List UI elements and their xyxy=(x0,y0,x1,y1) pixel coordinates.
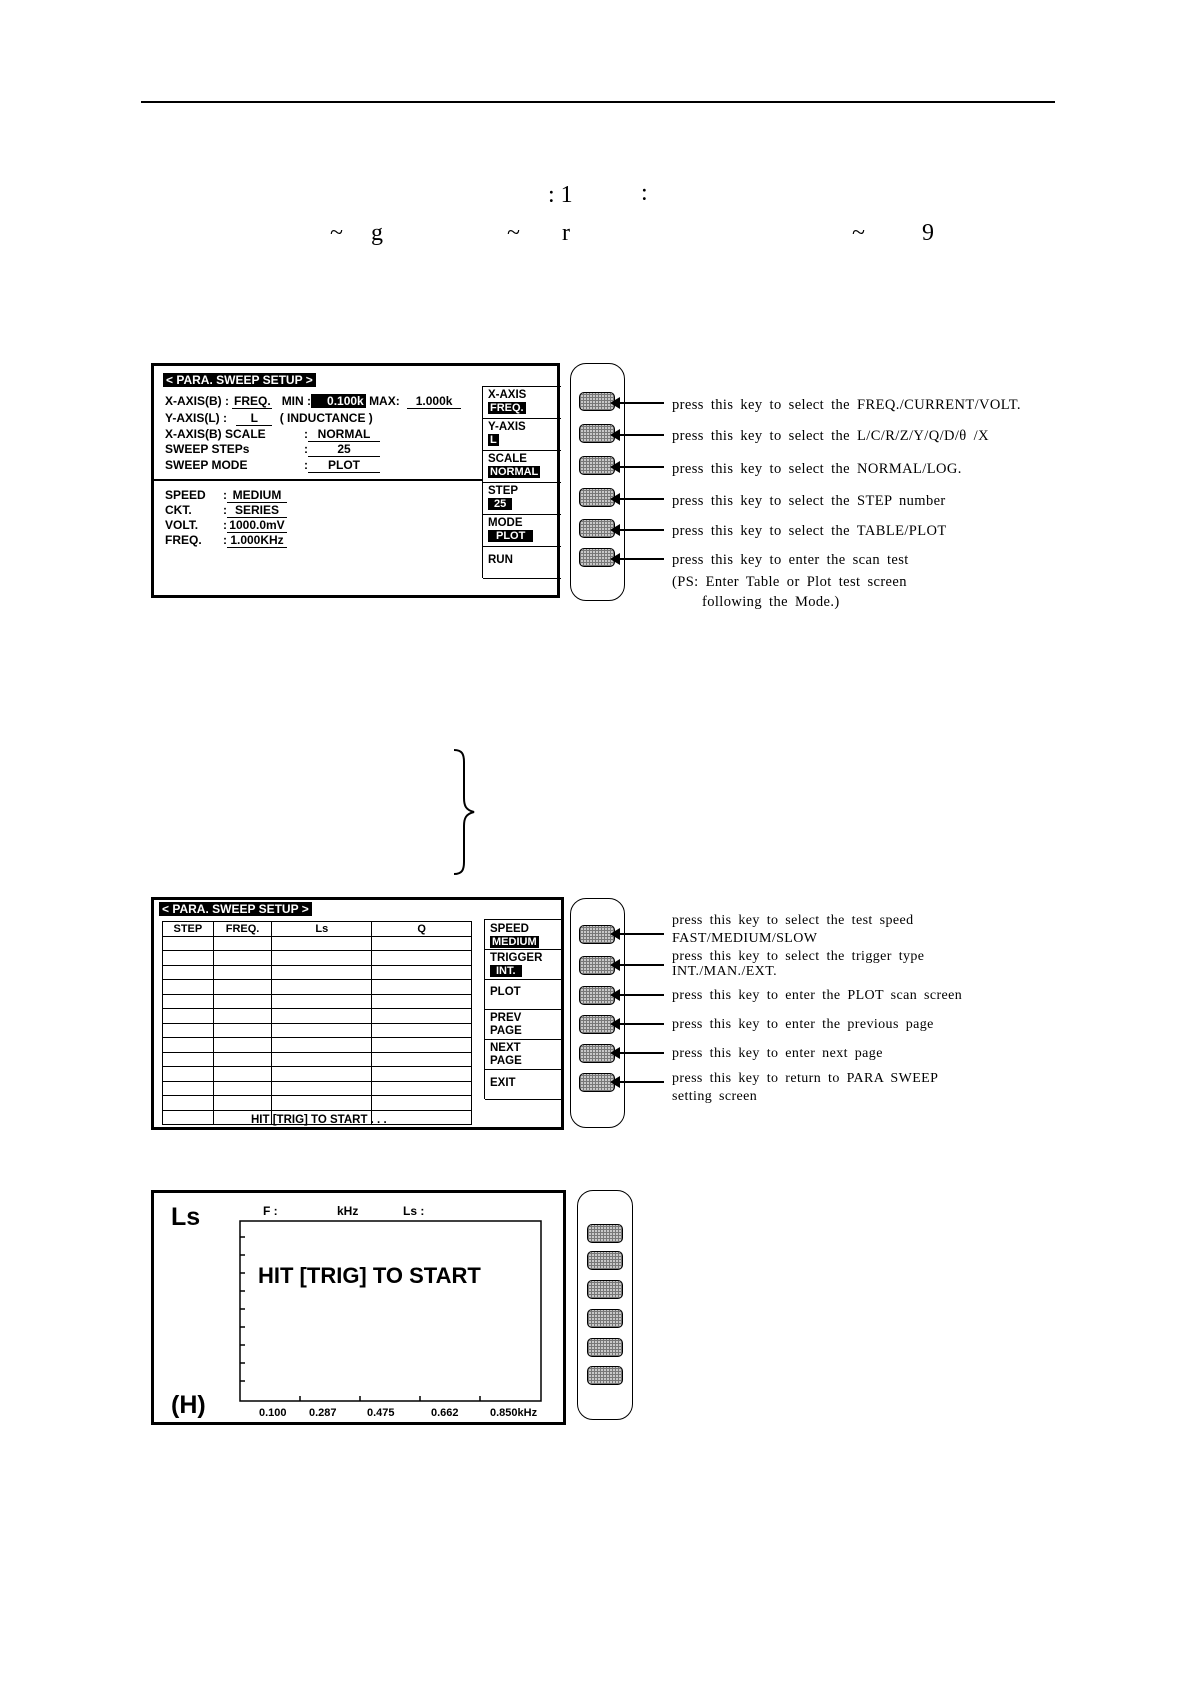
col-q: Q xyxy=(372,922,472,937)
softkey-step[interactable]: STEP 25 xyxy=(488,485,519,510)
text-fragment: : xyxy=(641,180,648,206)
table-row xyxy=(163,1052,472,1067)
sweep-table-screen xyxy=(151,897,564,1130)
pointer-arrow xyxy=(619,402,664,404)
x-tick-label: 0.850kHz xyxy=(490,1407,538,1419)
note-run: press this key to enter the scan test xyxy=(672,552,909,568)
note-prev-page: press this key to enter the previous page xyxy=(672,1017,934,1032)
freq-value: 1.000KHz xyxy=(227,533,287,548)
softkey-trigger[interactable]: TRIGGER INT. xyxy=(490,952,543,977)
volt-label: VOLT. xyxy=(165,518,199,532)
speed-value: MEDIUM xyxy=(227,488,287,503)
table-row xyxy=(163,1009,472,1024)
softkey-column xyxy=(484,919,563,1099)
steps-value: 25 xyxy=(308,442,380,457)
ckt-value: SERIES xyxy=(227,503,287,518)
text-fragment: r xyxy=(562,220,570,246)
yaxis-row: Y-AXIS(L) : L ( INDUCTANCE ) xyxy=(165,411,373,425)
min-value: 0.100k xyxy=(311,394,366,408)
note-yaxis: press this key to select the L/C/R/Z/Y/Q/D/θ /X xyxy=(672,428,989,444)
pointer-arrow xyxy=(619,529,664,531)
note-mode: press this key to select the TABLE/PLOT xyxy=(672,523,947,539)
softkey-speed[interactable]: SPEED MEDIUM xyxy=(490,923,537,948)
ckt-row: : SERIES xyxy=(223,503,287,518)
note-trigger-opts: INT./MAN./EXT. xyxy=(672,964,778,979)
curly-bracket xyxy=(452,748,478,876)
pointer-arrow xyxy=(619,434,664,436)
note-plot: press this key to enter the PLOT scan screen xyxy=(672,988,963,1003)
screen-title: < PARA. SWEEP SETUP > xyxy=(163,373,316,387)
x-tick-label: 0.475 xyxy=(367,1407,395,1419)
xaxis-row: X-AXIS(B) : FREQ. MIN : 0.100k MAX: 1.000k xyxy=(165,394,461,409)
softkey-plot[interactable]: PLOT xyxy=(490,986,521,998)
pointer-arrow xyxy=(619,994,664,996)
note-run-ps: (PS: Enter Table or Plot test screen xyxy=(672,574,907,590)
ls-readout-label: Ls : xyxy=(403,1204,425,1218)
table-row xyxy=(163,1067,472,1082)
pointer-arrow xyxy=(619,933,664,935)
mode-label: SWEEP MODE xyxy=(165,458,248,472)
pointer-arrow xyxy=(619,1052,664,1054)
text-fragment: ~ xyxy=(330,220,343,246)
note-speed: press this key to select the test speed xyxy=(672,913,914,928)
pointer-arrow xyxy=(619,964,664,966)
hardkey-5[interactable] xyxy=(587,1338,623,1357)
scale-label: X-AXIS(B) SCALE xyxy=(165,427,266,441)
softkey-next-page[interactable]: NEXT PAGE xyxy=(490,1042,522,1067)
softkey-yaxis[interactable]: Y-AXIS L xyxy=(488,421,526,446)
table-row xyxy=(163,1081,472,1096)
note-next-page: press this key to enter next page xyxy=(672,1046,883,1061)
col-step: STEP xyxy=(163,922,214,937)
text-fragment: ~ xyxy=(507,220,520,246)
screen-title: < PARA. SWEEP SETUP > xyxy=(159,902,312,916)
table-row xyxy=(163,1096,472,1111)
sweep-table xyxy=(162,921,472,1125)
f-readout-label: F : xyxy=(263,1204,278,1218)
pointer-arrow xyxy=(619,558,664,560)
xaxis-value: FREQ. xyxy=(234,394,271,408)
note-scale: press this key to select the NORMAL/LOG. xyxy=(672,461,962,477)
pointer-arrow xyxy=(619,1023,664,1025)
steps-row: : 25 xyxy=(304,442,380,457)
note-exit: press this key to return to PARA SWEEP xyxy=(672,1071,939,1086)
y-param-label: Ls xyxy=(171,1203,201,1231)
sweep-plot-screen xyxy=(151,1190,566,1425)
softkey-column xyxy=(482,386,561,578)
x-tick-label: 0.662 xyxy=(431,1407,459,1419)
text-fragment: : 1 xyxy=(548,182,573,208)
col-freq: FREQ. xyxy=(213,922,272,937)
trigger-prompt: HIT [TRIG] TO START . . . xyxy=(251,1114,387,1126)
section-divider xyxy=(154,479,482,481)
table-row xyxy=(163,1023,472,1038)
softkey-run[interactable]: RUN xyxy=(488,554,513,566)
speed-label: SPEED xyxy=(165,488,206,502)
f-unit-label: kHz xyxy=(337,1204,359,1218)
volt-value: 1000.0mV xyxy=(227,518,287,533)
ckt-label: CKT. xyxy=(165,503,192,517)
pointer-arrow xyxy=(619,1081,664,1083)
yaxis-value: L xyxy=(236,411,272,426)
hardkey-pad xyxy=(577,1190,633,1420)
text-fragment: g xyxy=(371,220,383,246)
note-step: press this key to select the STEP number xyxy=(672,493,946,509)
softkey-mode[interactable]: MODE PLOT xyxy=(488,517,533,543)
note-run-ps2: following the Mode.) xyxy=(702,594,840,610)
pointer-arrow xyxy=(619,466,664,468)
table-row xyxy=(163,936,472,951)
max-value: 1.000k xyxy=(407,394,461,409)
scale-value: NORMAL xyxy=(308,427,380,442)
table-header-row xyxy=(163,922,472,937)
softkey-prev-page[interactable]: PREV PAGE xyxy=(490,1012,522,1037)
trigger-message: HIT [TRIG] TO START xyxy=(258,1263,481,1288)
hardkey-4[interactable] xyxy=(587,1309,623,1328)
softkey-xaxis[interactable]: X-AXIS FREQ. xyxy=(488,389,527,414)
softkey-scale[interactable]: SCALE NORMAL xyxy=(488,453,539,478)
mode-row: : PLOT xyxy=(304,458,380,473)
hardkey-6[interactable] xyxy=(587,1366,623,1385)
table-row xyxy=(163,1038,472,1053)
table-row xyxy=(163,994,472,1009)
pointer-arrow xyxy=(619,498,664,500)
note-exit-2: setting screen xyxy=(672,1089,758,1104)
plot-area xyxy=(236,1219,546,1405)
table-row xyxy=(163,951,472,966)
mode-value: PLOT xyxy=(308,458,380,473)
volt-row: : 1000.0mV xyxy=(223,518,287,533)
hardkey-1[interactable] xyxy=(587,1224,623,1243)
note-xaxis: press this key to select the FREQ./CURRENT/VOLT. xyxy=(672,397,1021,413)
y-unit-label: (H) xyxy=(171,1391,206,1419)
sweep-setup-screen xyxy=(151,363,560,598)
hardkey-2[interactable] xyxy=(587,1251,623,1270)
header-rule xyxy=(141,101,1055,103)
scale-row: : NORMAL xyxy=(304,427,380,442)
note-trigger: press this key to select the trigger type xyxy=(672,949,925,964)
x-tick-label: 0.287 xyxy=(309,1407,337,1419)
freq-row: : 1.000KHz xyxy=(223,533,287,548)
col-ls: Ls xyxy=(272,922,372,937)
x-tick-label: 0.100 xyxy=(259,1407,287,1419)
softkey-exit[interactable]: EXIT xyxy=(490,1077,516,1089)
table-row xyxy=(163,965,472,980)
freq-label: FREQ. xyxy=(165,533,202,547)
text-fragment: ~ xyxy=(852,220,865,246)
text-fragment: 9 xyxy=(922,220,934,246)
hardkey-3[interactable] xyxy=(587,1280,623,1299)
table-row xyxy=(163,980,472,995)
steps-label: SWEEP STEPs xyxy=(165,442,250,456)
speed-row: : MEDIUM xyxy=(223,488,287,503)
note-speed-opts: FAST/MEDIUM/SLOW xyxy=(672,931,818,946)
